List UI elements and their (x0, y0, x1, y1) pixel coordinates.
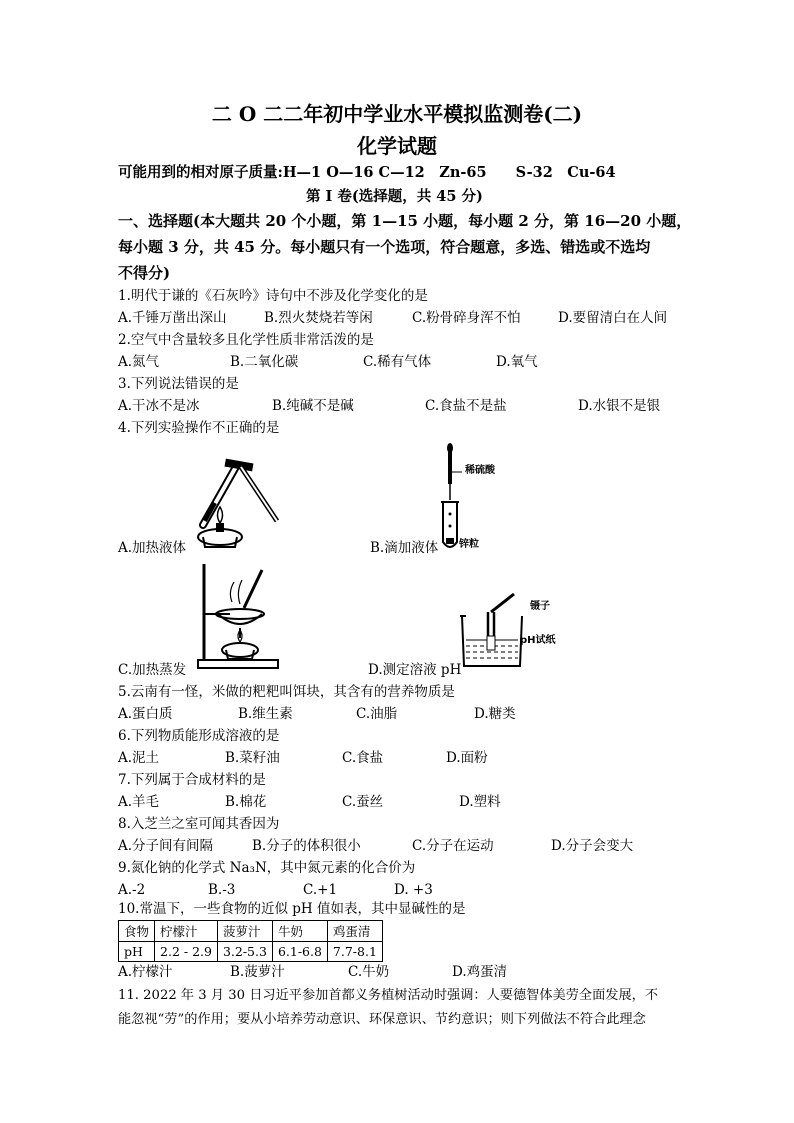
q2-option-a: A.氮气 (118, 354, 160, 370)
q7-option-d: D.塑料 (459, 794, 501, 810)
question-9: 9.氮化钠的化学式 Na₃N，其中氮元素的化合价为 (118, 860, 416, 876)
q2-option-b: B.二氧化碳 (230, 354, 299, 370)
question-11-line-2: 能忽视“劳”的作用；要从小培养劳动意识、环保意识、节约意识；则下列做法不符合此理念 (118, 1012, 646, 1027)
label-zinc: 锌粒 (459, 539, 479, 550)
table-cell: 食物 (119, 921, 155, 942)
q10-option-c: C.牛奶 (348, 964, 390, 980)
ph-table (118, 920, 383, 962)
exam-subtitle: 化学试题 (357, 134, 437, 158)
q7-option-b: B.棉花 (225, 794, 267, 810)
table-row (119, 921, 383, 942)
q4-option-a: A.加热液体 (118, 540, 187, 556)
q3-option-c: C.食盐不是盐 (425, 398, 507, 414)
q2-option-d: D.氧气 (496, 354, 538, 370)
question-6: 6.下列物质能形成溶液的是 (118, 728, 280, 744)
table-cell: 7.7-8.1 (327, 942, 382, 962)
q3-option-a: A.干冰不是冰 (118, 398, 200, 414)
label-dilute-acid: 稀硫酸 (465, 465, 495, 476)
q1-option-d: D.要留清白在人间 (558, 310, 668, 326)
table-cell: 6.1-6.8 (272, 942, 327, 962)
label-tweezers: 镊子 (530, 601, 550, 612)
q1-option-c: C.粉骨碎身浑不怕 (412, 310, 521, 326)
label-ph-paper: pH试纸 (520, 635, 556, 646)
question-3: 3.下列说法错误的是 (118, 376, 239, 392)
q8-option-a: A.分子间有间隔 (118, 838, 214, 854)
q9-option-c: C.+1 (303, 882, 338, 898)
q8-option-b: B.分子的体积很小 (252, 838, 361, 854)
q1-option-a: A.千锤万凿出深山 (118, 310, 227, 326)
question-8: 8.入芝兰之室可闻其香因为 (118, 816, 280, 832)
table-cell: pH (119, 942, 155, 962)
q4-option-c: C.加热蒸发 (118, 662, 187, 678)
q1-option-b: B.烈火焚烧若等闲 (264, 310, 373, 326)
figure-dropper (438, 442, 478, 554)
table-cell: 鸡蛋清 (327, 921, 382, 942)
q10-option-a: A.柠檬汁 (118, 964, 173, 980)
table-cell: 牛奶 (272, 921, 327, 942)
figure-heating-liquid (185, 455, 285, 553)
question-1: 1.明代于谦的《石灰吟》诗句中不涉及化学变化的是 (118, 288, 428, 304)
section-instructions-2: 每小题 3 分，共 45 分。每小题只有一个选项，符合题意，多选、错选或不选均 (118, 238, 651, 256)
exam-title: 二 O 二二年初中学业水平模拟监测卷(二) (211, 102, 583, 126)
q5-option-c: C.油脂 (356, 706, 398, 722)
q8-option-c: C.分子在运动 (412, 838, 494, 854)
q3-option-b: B.纯碱不是碱 (272, 398, 354, 414)
q6-option-c: C.食盐 (342, 750, 384, 766)
question-2: 2.空气中含量较多且化学性质非常活泼的是 (118, 332, 374, 348)
q10-option-d: D.鸡蛋清 (452, 964, 508, 980)
q4-option-b: B.滴加液体 (370, 540, 439, 556)
q6-option-a: A.泥土 (118, 750, 160, 766)
q8-option-d: D.分子会变大 (551, 838, 634, 854)
q9-option-d: D. +3 (394, 882, 433, 898)
question-10: 10.常温下，一些食物的近似 pH 值如表，其中显碱性的是 (118, 901, 466, 917)
q5-option-a: A.蛋白质 (118, 706, 173, 722)
section-instructions-1: 一、选择题(本大题共 20 个小题，第 1—15 小题，每小题 2 分，第 16—20 小题， (118, 212, 692, 230)
q9-option-a: A.-2 (118, 882, 146, 898)
q5-option-b: B.维生素 (238, 706, 293, 722)
figure-evaporation (190, 562, 280, 672)
table-cell: 2.2 - 2.9 (155, 942, 218, 962)
q4-option-d: D.测定溶液 pH (368, 662, 462, 678)
question-7: 7.下列属于合成材料的是 (118, 772, 266, 788)
figure-ph-test (458, 592, 528, 670)
q9-option-b: B.-3 (208, 882, 236, 898)
q5-option-d: D.糖类 (474, 706, 516, 722)
q7-option-a: A.羊毛 (118, 794, 160, 810)
q7-option-c: C.蚕丝 (342, 794, 384, 810)
part-heading: 第 I 卷(选择题，共 45 分) (306, 188, 483, 205)
question-5: 5.云南有一怪，米做的粑粑叫饵块，其含有的营养物质是 (118, 684, 455, 700)
q2-option-c: C.稀有气体 (363, 354, 432, 370)
q6-option-b: B.菜籽油 (225, 750, 280, 766)
question-4: 4.下列实验操作不正确的是 (118, 420, 280, 436)
table-row (119, 942, 383, 962)
section-instructions-3: 不得分) (118, 264, 171, 282)
table-cell: 3.2-5.3 (217, 942, 272, 962)
table-cell: 柠檬汁 (155, 921, 218, 942)
atomic-masses: 可能用到的相对原子质量:H—1 O—16 C—12 Zn-65 S-32 Cu-64 (118, 164, 616, 181)
q6-option-d: D.面粉 (446, 750, 488, 766)
table-cell: 菠萝汁 (217, 921, 272, 942)
question-11-line-1: 11. 2022 年 3 月 30 日习近平参加首都义务植树活动时强调：人要德智体美劳全面发展，不 (118, 988, 659, 1003)
q3-option-d: D.水银不是银 (578, 398, 661, 414)
q10-option-b: B.菠萝汁 (230, 964, 285, 980)
